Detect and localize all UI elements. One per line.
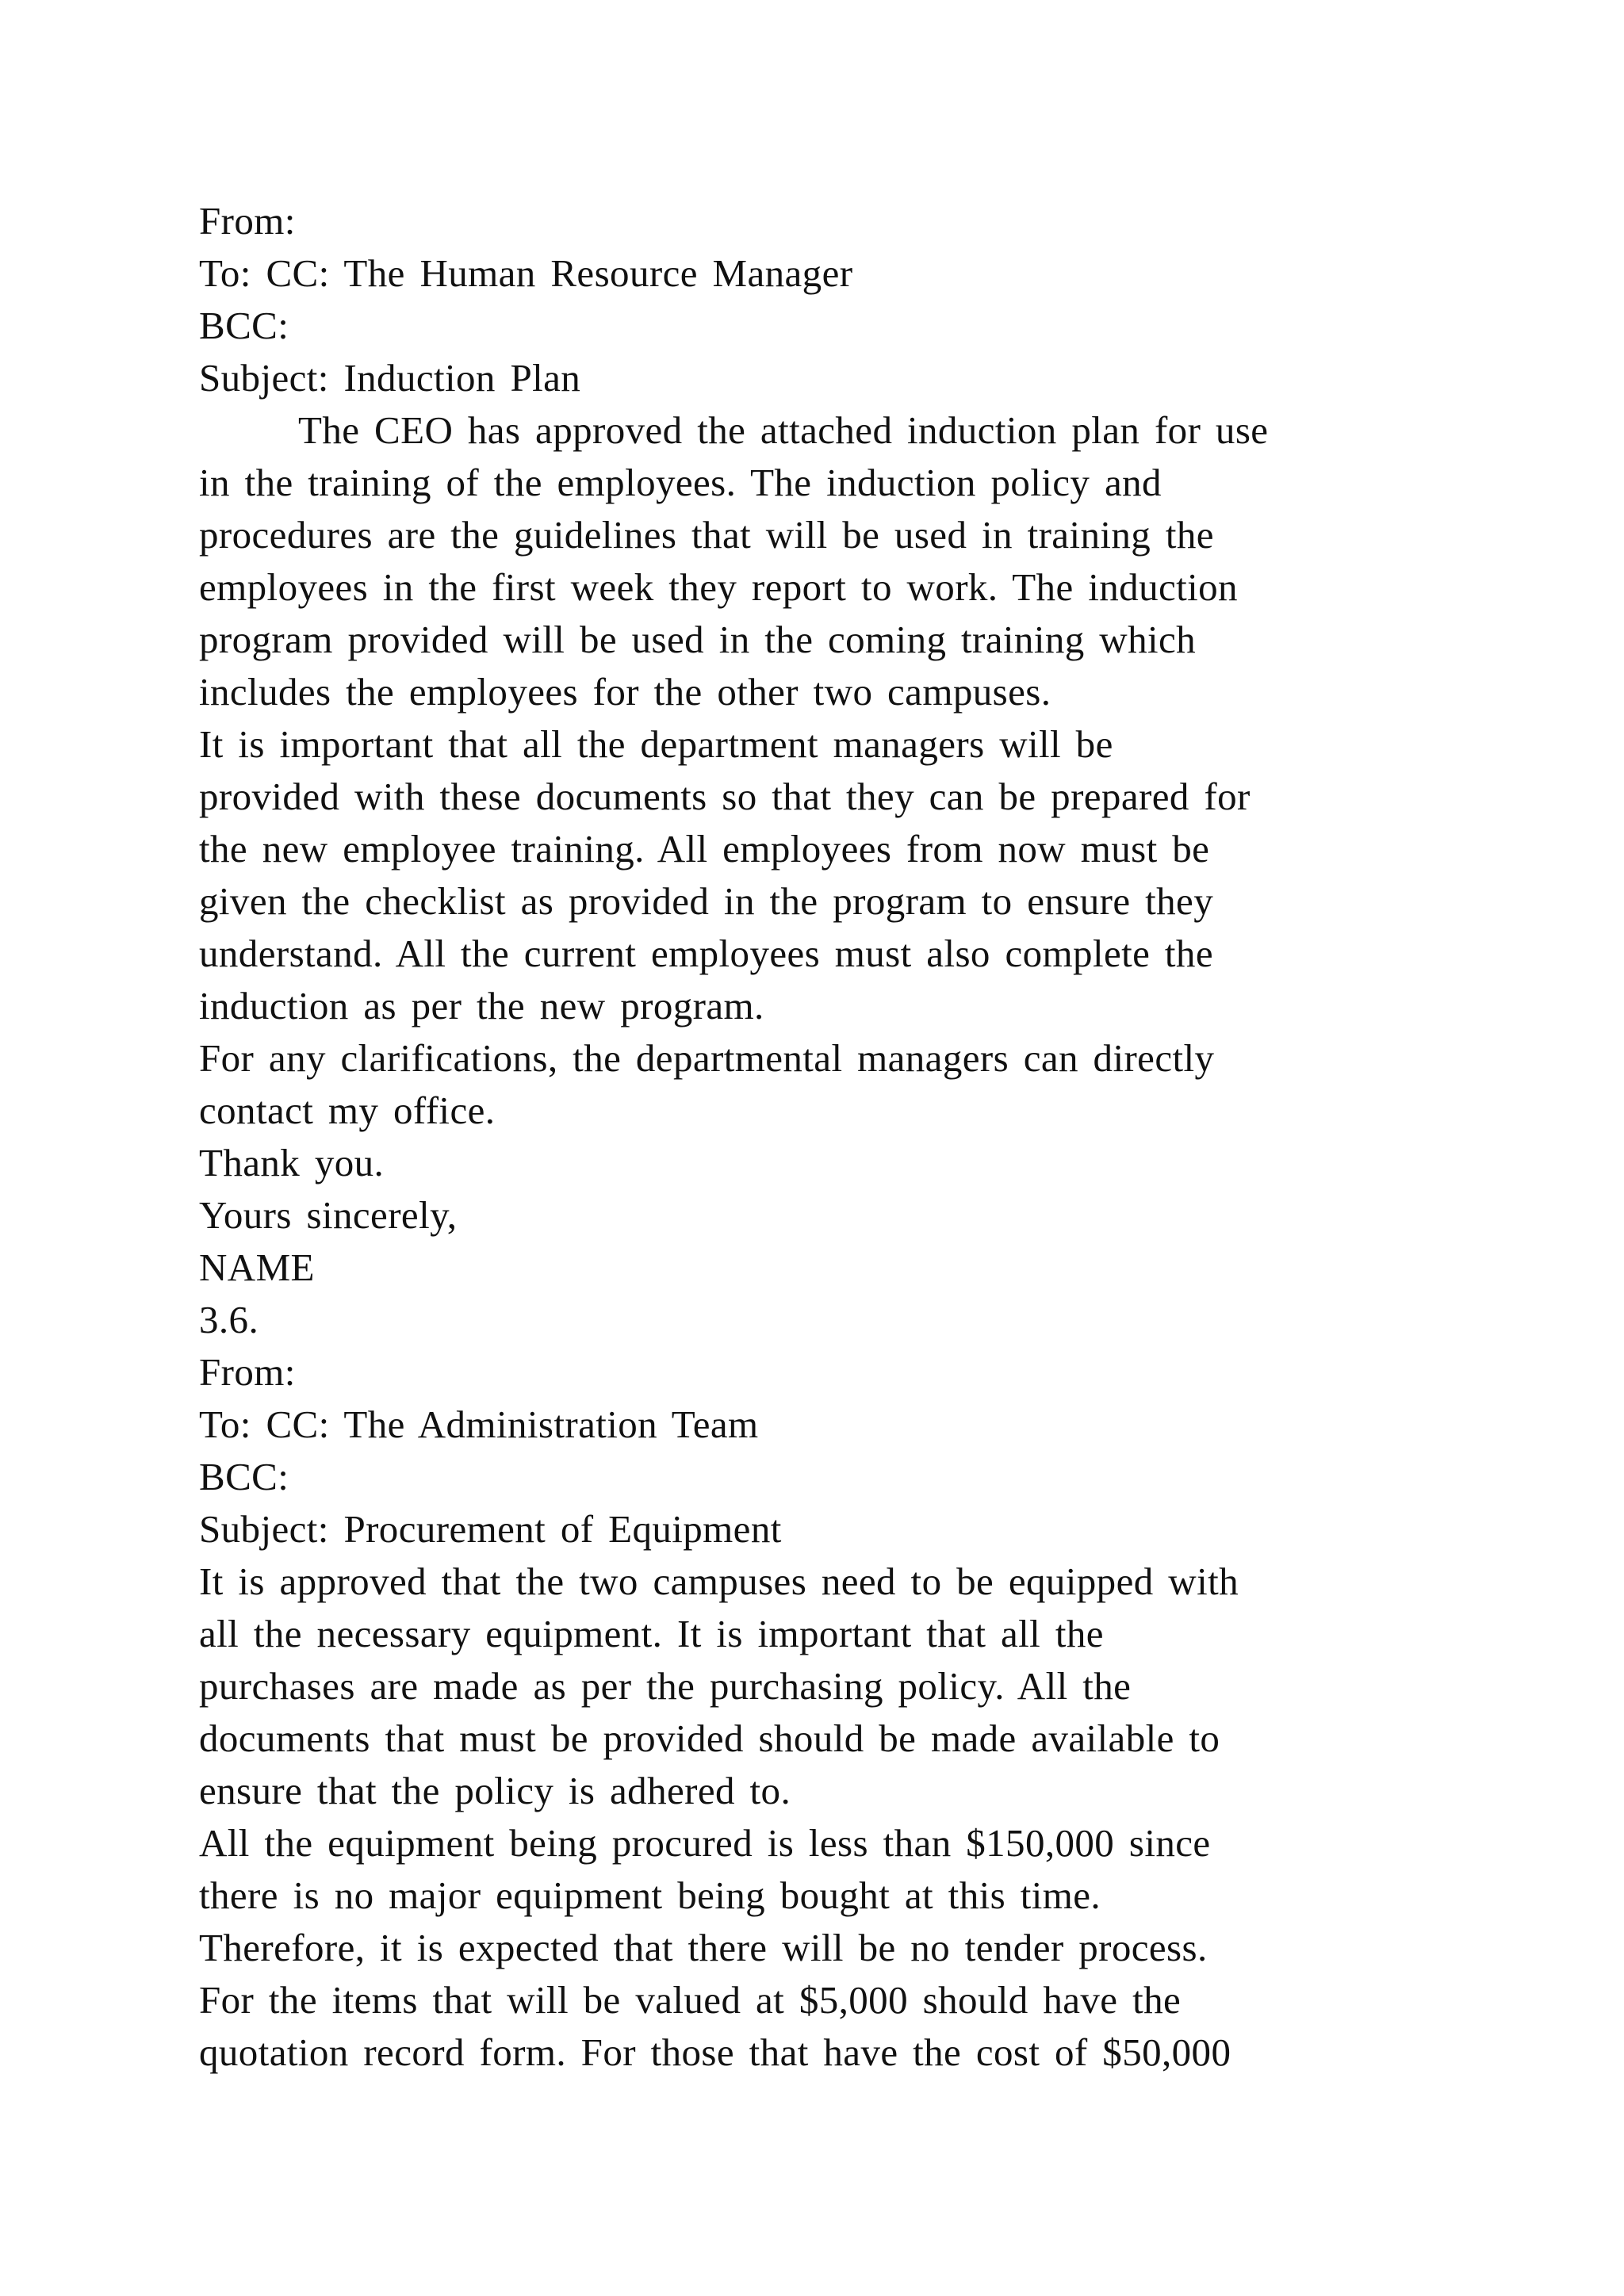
memo1-body-line: the new employee training. All employees from now must be [199, 827, 1210, 871]
memo1-bcc-line: BCC: [199, 304, 289, 347]
memo1-body-line: provided with these documents so that they can be prepared for [199, 775, 1251, 818]
memo2-body-line: purchases are made as per the purchasing policy. All the [199, 1664, 1132, 1708]
memo1-body-line: understand. All the current employees must also complete the [199, 932, 1213, 975]
memo2-body-line: quotation record form. For those that have the cost of $50,000 [199, 2030, 1231, 2074]
memo1-body-line: employees in the first week they report to work. The induction [199, 565, 1238, 609]
section-number: 3.6. [199, 1298, 259, 1341]
memo1-signoff-line: Yours sincerely, [199, 1193, 458, 1237]
memo1-body-line: procedures are the guidelines that will be used in training the [199, 513, 1214, 557]
memo1-from-line: From: [199, 199, 296, 243]
memo2-body-line: ensure that the policy is adhered to. [199, 1769, 791, 1812]
memo2-subject-line: Subject: Procurement of Equipment [199, 1507, 782, 1551]
memo1-body-line: For any clarifications, the departmental managers can directly [199, 1036, 1215, 1080]
memo1-body-line: includes the employees for the other two campuses. [199, 670, 1051, 714]
memo2-body-line: Therefore, it is expected that there will be no tender process. [199, 1926, 1208, 1969]
memo1-body-line: in the training of the employees. The induction policy and [199, 461, 1162, 504]
memo1-body-line: induction as per the new program. [199, 984, 764, 1027]
memo1-body-line: contact my office. [199, 1089, 496, 1132]
memo1-body-line: It is important that all the department managers will be [199, 722, 1113, 766]
memo1-signature-name: NAME [199, 1246, 315, 1289]
document-body [199, 195, 1436, 2079]
memo1-subject-line: Subject: Induction Plan [199, 356, 581, 400]
memo2-to-cc-line: To: CC: The Administration Team [199, 1402, 759, 1446]
memo2-body-line: It is approved that the two campuses need to be equipped with [199, 1559, 1239, 1603]
memo2-from-line: From: [199, 1350, 296, 1394]
memo1-body-line: given the checklist as provided in the program to ensure they [199, 879, 1214, 923]
memo2-bcc-line: BCC: [199, 1455, 289, 1498]
memo1-body-line: The CEO has approved the attached induction plan for use [298, 408, 1269, 452]
memo2-body-line: For the items that will be valued at $5,000 should have the [199, 1978, 1182, 2022]
memo1-closing-line: Thank you. [199, 1141, 385, 1184]
memo1-to-cc-line: To: CC: The Human Resource Manager [199, 251, 853, 295]
memo1-body-line: program provided will be used in the coming training which [199, 618, 1197, 661]
memo2-body-line: documents that must be provided should be made available to [199, 1716, 1220, 1760]
memo2-body-line: there is no major equipment being bought at this time. [199, 1873, 1101, 1917]
memo2-body-line: All the equipment being procured is less than $150,000 since [199, 1821, 1211, 1865]
memo2-body-line: all the necessary equipment. It is important that all the [199, 1612, 1104, 1655]
